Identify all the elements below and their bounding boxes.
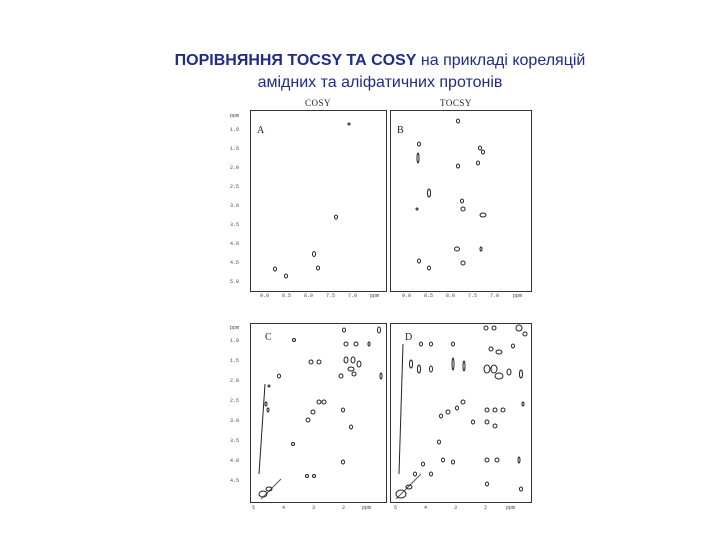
col-title-tocsy: TOCSY bbox=[440, 98, 472, 108]
xtick-c: 4 bbox=[282, 505, 286, 511]
ytick-bottom: 4.0 bbox=[230, 458, 240, 464]
xtick-ppm-d: ppm bbox=[506, 505, 516, 511]
ppm-label-top: ppm bbox=[230, 113, 240, 119]
ytick-bottom: 3.0 bbox=[230, 418, 240, 424]
ytick-bottom: 1.5 bbox=[230, 358, 240, 364]
xtick-d: 4 bbox=[424, 505, 428, 511]
ytick-bottom: 1.0 bbox=[230, 338, 240, 344]
title-line2: амідних та аліфатичних протонів bbox=[257, 74, 503, 91]
panel-label-b: B bbox=[397, 125, 404, 136]
xtick-c: 5 bbox=[252, 505, 256, 511]
panel-b-peaks bbox=[391, 111, 531, 291]
nmr-spectra-figure bbox=[230, 95, 540, 525]
xtick-d: 2 bbox=[484, 505, 488, 511]
title-bold: ПОРІВНЯННЯ TOCSY ТА COSY bbox=[174, 52, 417, 69]
xtick-ppm-a: ppm bbox=[370, 293, 380, 299]
xtick-b: 8.0 bbox=[446, 293, 456, 299]
ytick-top: 4.5 bbox=[230, 260, 240, 266]
ytick-top: 5.0 bbox=[230, 279, 240, 285]
xtick-a: 8.5 bbox=[282, 293, 292, 299]
ytick-top: 3.5 bbox=[230, 222, 240, 228]
slide-title bbox=[120, 50, 640, 94]
xtick-d: 5 bbox=[394, 505, 398, 511]
panel-a-cosy bbox=[250, 110, 387, 292]
panel-label-a: A bbox=[257, 125, 265, 136]
panel-c-peaks bbox=[251, 324, 386, 502]
xtick-b: 7.0 bbox=[490, 293, 500, 299]
xtick-c: 2 bbox=[342, 505, 346, 511]
ytick-top: 2.0 bbox=[230, 165, 240, 171]
xtick-c: 3 bbox=[312, 505, 316, 511]
ytick-top: 2.5 bbox=[230, 184, 240, 190]
xtick-a: 9.0 bbox=[260, 293, 270, 299]
xtick-b: 9.0 bbox=[402, 293, 412, 299]
col-title-cosy: COSY bbox=[305, 98, 332, 108]
xtick-b: 8.5 bbox=[424, 293, 434, 299]
ytick-top: 4.0 bbox=[230, 241, 240, 247]
xtick-ppm-c: ppm bbox=[362, 505, 372, 511]
xtick-a: 8.0 bbox=[304, 293, 314, 299]
ytick-top: 1.5 bbox=[230, 146, 240, 152]
panel-d-tocsy bbox=[390, 323, 532, 503]
ytick-bottom: 4.5 bbox=[230, 478, 240, 484]
ppm-label-bottom: ppm bbox=[230, 325, 240, 331]
panel-b-tocsy bbox=[390, 110, 532, 292]
ytick-top: 3.0 bbox=[230, 203, 240, 209]
panel-c-cosy bbox=[250, 323, 387, 503]
title-rest: на прикладі кореляцій bbox=[416, 52, 586, 69]
panel-d-peaks bbox=[391, 324, 531, 502]
ytick-top: 1.0 bbox=[230, 127, 240, 133]
ytick-bottom: 2.5 bbox=[230, 398, 240, 404]
xtick-b: 7.5 bbox=[468, 293, 478, 299]
panel-a-peaks bbox=[251, 111, 386, 291]
xtick-d: 3 bbox=[454, 505, 458, 511]
xtick-a: 7.5 bbox=[326, 293, 336, 299]
xtick-a: 7.0 bbox=[348, 293, 358, 299]
ytick-bottom: 3.5 bbox=[230, 438, 240, 444]
panel-label-c: C bbox=[265, 332, 272, 343]
xtick-ppm-b: ppm bbox=[513, 293, 523, 299]
panel-label-d: D bbox=[405, 332, 413, 343]
ytick-bottom: 2.0 bbox=[230, 378, 240, 384]
